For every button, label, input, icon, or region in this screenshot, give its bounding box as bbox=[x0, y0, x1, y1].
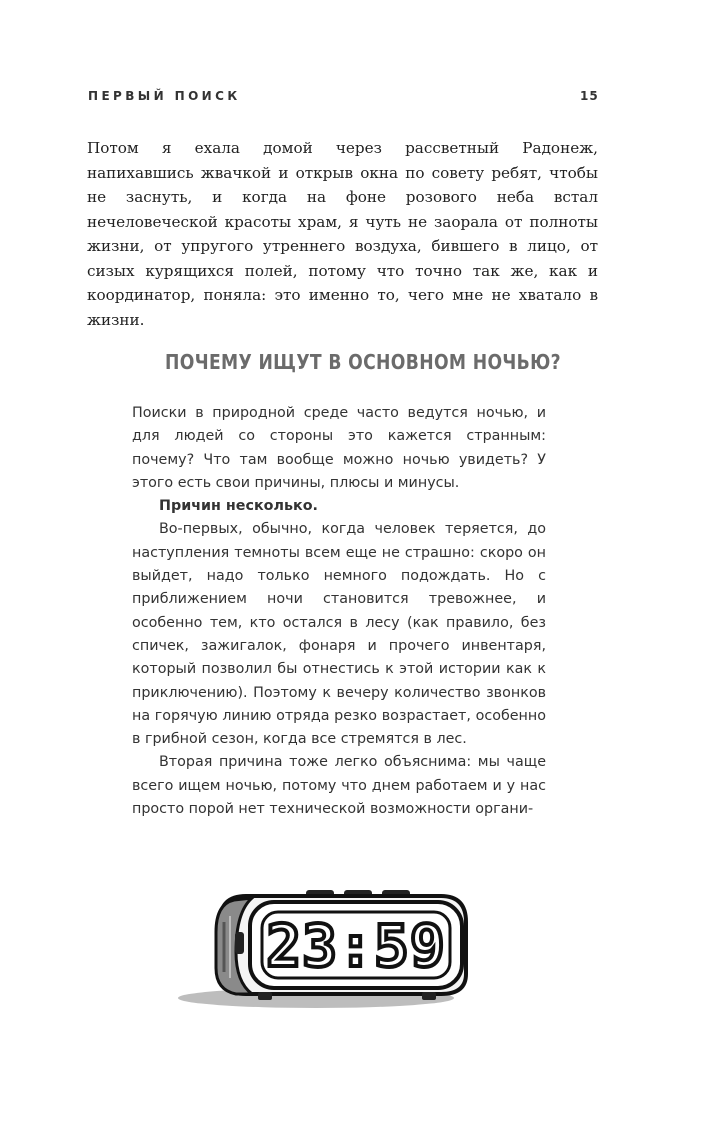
sidebar-subheading: Причин несколько. bbox=[159, 498, 318, 515]
intro-paragraph: Потом я ехала домой через рассветный Радонеж, напихавшись жвачкой и открыв окна по совету ребят, чтобы не заснуть, и когда на фоне розового неба встал нечеловеческой красоты храм, я чуть не заорала от полноты жизни, от упругого утреннего воздуха, бившего в лицо, от сизых курящихся полей, потому что точно так же, как и координатор, поняла: это именно то, чего мне не хватало в жизни. bbox=[87, 139, 598, 329]
sidebar-paragraph: Поиски в природной среде часто ведутся ночью, и для людей со стороны это кажется странным: почему? Что там вообще можно ночью увидеть? У этого есть свои причины, плюсы и минусы. bbox=[132, 405, 546, 491]
alarm-clock-illustration bbox=[176, 882, 476, 1012]
sidebar-text bbox=[132, 402, 546, 821]
sidebar-paragraph: Вторая причина тоже легко объяснима: мы чаще всего ищем ночью, потому что днем работаем и у нас просто порой нет технической возможности органи- bbox=[132, 754, 546, 818]
clock-digits: 23:59 bbox=[266, 912, 446, 980]
sidebar-paragraph: Во-первых, обычно, когда человек теряется, до наступления темноты всем еще не страшно: скоро он выйдет, надо только немного подождать. Но с приближением ночи становится тревожнее, и особенно тем, кто остался в лесу (как правило, без спичек, зажигалок, фонаря и прочего инвентаря, который позволил бы отнестись к этой истории как к приключению). Поэтому к вечеру количество звонков на горячую линию отряда резко возрастает, особенно в грибной сезон, когда все стремятся в лес. bbox=[132, 521, 546, 748]
running-head: ПЕРВЫЙ ПОИСК bbox=[88, 89, 241, 103]
clock-side-switch bbox=[235, 932, 244, 954]
section-heading: ПОЧЕМУ ИЩУТ В ОСНОВНОМ НОЧЬЮ? bbox=[165, 350, 561, 374]
page-number: 15 bbox=[580, 89, 599, 103]
